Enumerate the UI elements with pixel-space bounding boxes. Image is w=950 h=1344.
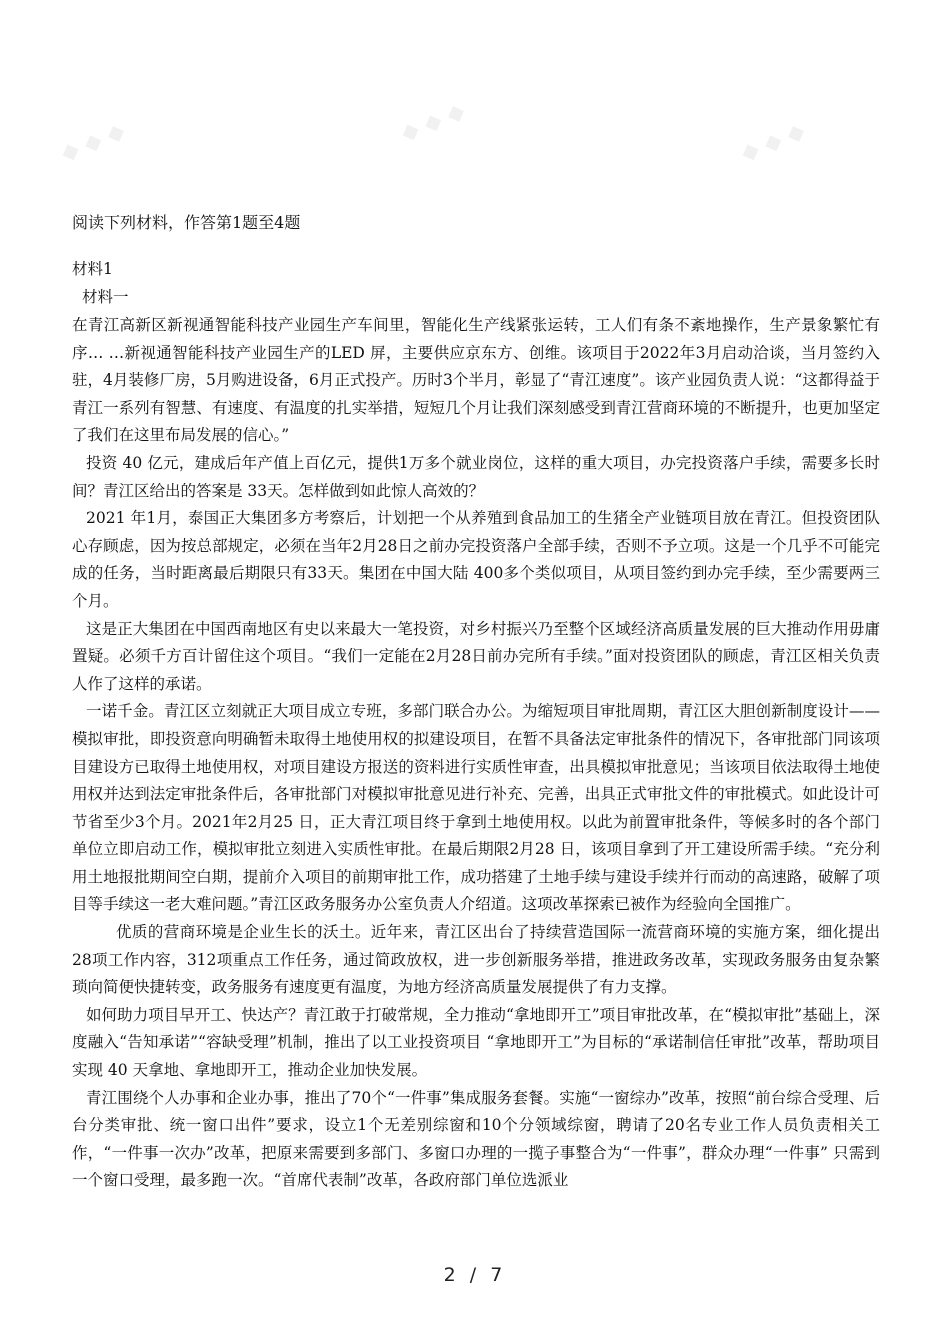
watermark-mark: ◆ ◆ ◆ <box>737 118 809 167</box>
paragraph: 在青江高新区新视通智能科技产业园生产车间里，智能化生产线紧张运转，工人们有条不紊地操作，生产景象繁忙有序… …新视通智能科技产业园生产的LED 屏，主要供应京东方、创维。该项目于2022年3月启动洽谈，当月签约入驻，4月装修厂房，5月购进设备，6月正式投产。历时3个半月，彰显了“青江速度”。该产业园负责人说：“这都得益于青江一系列有智慧、有速度、有温度的扎实举措，短短几个月让我们深刻感受到青江营商环境的不断提升，也更加坚定了我们在这里布局发展的信心。” <box>72 316 880 445</box>
body-text <box>72 312 880 1195</box>
paragraph: 青江围绕个人办事和企业办事，推出了70个“一件事”集成服务套餐。实施“一窗综办”改革，按照“前台综合受理、后台分类审批、统一窗口出件”要求，设立1个无差别综窗和10个分领域综窗，聘请了20名专业工作人员负责相关工作，“一件事一次办”改革，把原来需要到多部门、多窗口办理的一揽子事整合为“一件事”，群众办理“一件事” 只需到一个窗口受理，最多跑一次。“首席代表制”改革，各政府部门单位选派业 <box>72 1088 880 1190</box>
material-title: 材料1 <box>72 260 113 278</box>
sub-title: 材料一 <box>82 288 129 306</box>
paragraph: 优质的营商环境是企业生长的沃土。近年来，青江区出台了持续营造国际一流营商环境的实施方案，细化提出 28项工作内容，312项重点工作任务，通过简政放权，进一步创新服务举措，推进政务改革，实现政务服务由复杂繁琐向简便快捷转变，政务服务有速度更有温度，为地方经济高质量发展提供了有力支撑。 <box>72 923 880 997</box>
paragraph: 投资 40 亿元，建成后年产值上百亿元，提供1万多个就业岗位，这样的重大项目，办完投资落户手续，需要多长时间？青江区给出的答案是 33天。怎样做到如此惊人高效的？ <box>72 453 880 500</box>
paragraph: 2021 年1月，泰国正大集团多方考察后，计划把一个从养殖到食品加工的生猪全产业链项目放在青江。但投资团队心存顾虑，因为按总部规定，必须在当年2月28日之前办完投资落户全部手续，否则不予立项。这是一个几乎不可能完成的任务，当时距离最后期限只有33天。集团在中国大陆 400多个类似项目，从项目签约到办完手续，至少需要两三个月。 <box>72 509 880 610</box>
watermark-mark: ◆ ◆ ◆ <box>397 98 469 147</box>
instruction-text: 阅读下列材料，作答第1题至4题 <box>72 213 301 232</box>
paragraph: 这是正大集团在中国西南地区有史以来最大一笔投资，对乡村振兴乃至整个区域经济高质量发展的巨大推动作用毋庸置疑。必须千方百计留住这个项目。“我们一定能在2月28日前办完所有手续。”面对投资团队的顾虑，青江区相关负责人作了这样的承诺。 <box>72 619 880 693</box>
watermark-mark: ◆ ◆ ◆ <box>57 118 129 167</box>
paragraph: 一诺千金。青江区立刻就正大项目成立专班，多部门联合办公。为缩短项目审批周期，青江区大胆创新制度设计——模拟审批，即投资意向明确暂未取得土地使用权的拟建设项目，在暂不具备法定审批条件的情况下，各审批部门同该项目建设方已取得土地使用权，对项目建设方报送的资料进行实质性审查，出具模拟审批意见；当该项目依法取得土地使用权并达到法定审批条件后，各审批部门对模拟审批意见进行补充、完善，出具正式审批文件的审批模式。如此设计可节省至少3个月。2021年2月25 日，正大青江项目终于拿到土地使用权。以此为前置审批条件，等候多时的各个部门单位立即启动工作，模拟审批立刻进入实质性审批。在最后期限2月28 日，该项目拿到了开工建设所需手续。“充分利用土地报批期间空白期，提前介入项目的前期审批工作，成功搭建了土地手续与建设手续并行而动的高速路，破解了项目等手续这一老大难问题。”青江区政务服务办公室负责人介绍道。这项改革探索已被作为经验向全国推广。 <box>72 702 880 914</box>
page-number: 2 / 7 <box>443 1264 507 1286</box>
paragraph: 如何助力项目早开工、快达产？青江敢于打破常规，全力推动“拿地即开工”项目审批改革，在“模拟审批”基础上，深度融入“告知承诺”“容缺受理”机制，推出了以工业投资项目 “拿地即开工”为目标的“承诺制信任审批”改革，帮助项目实现 40 天拿地、拿地即开工，推动企业加快发展。 <box>72 1005 880 1080</box>
